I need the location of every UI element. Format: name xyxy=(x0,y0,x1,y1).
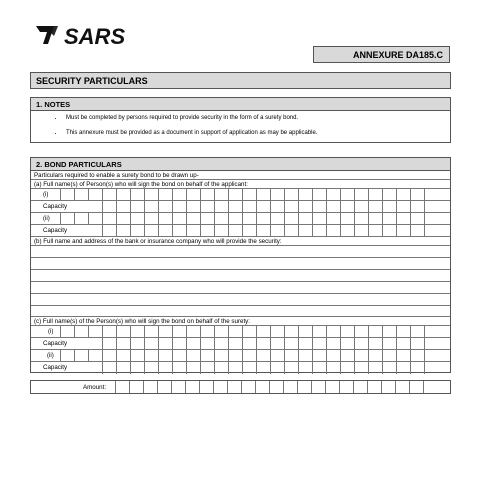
char-cell[interactable] xyxy=(368,189,382,200)
char-cell[interactable] xyxy=(115,381,129,393)
char-cell[interactable] xyxy=(396,350,410,361)
applicant-name-i-row[interactable]: (i) xyxy=(31,189,450,201)
char-cell[interactable] xyxy=(354,362,368,374)
char-cell[interactable] xyxy=(270,326,284,337)
char-cell[interactable] xyxy=(172,213,186,224)
char-cell[interactable] xyxy=(116,338,130,349)
char-cell[interactable] xyxy=(228,189,242,200)
char-cell[interactable] xyxy=(298,213,312,224)
char-cell[interactable] xyxy=(354,213,368,224)
char-cell[interactable] xyxy=(102,225,116,236)
page-title: SECURITY PARTICULARS xyxy=(30,72,451,89)
char-cell[interactable] xyxy=(256,201,270,212)
char-cell[interactable] xyxy=(283,381,297,393)
char-cell[interactable] xyxy=(270,350,284,361)
char-cell[interactable] xyxy=(74,189,88,200)
char-cell[interactable] xyxy=(144,362,158,374)
char-cell[interactable] xyxy=(242,189,256,200)
char-cell[interactable] xyxy=(410,189,424,200)
char-cell[interactable] xyxy=(242,362,256,374)
char-cell[interactable] xyxy=(298,338,312,349)
char-cell[interactable] xyxy=(144,213,158,224)
char-cell[interactable] xyxy=(395,381,409,393)
char-cell[interactable] xyxy=(326,326,340,337)
char-cell[interactable] xyxy=(102,350,116,361)
char-cell[interactable] xyxy=(270,189,284,200)
char-cell[interactable] xyxy=(354,225,368,236)
char-cell[interactable] xyxy=(340,213,354,224)
char-cell[interactable] xyxy=(214,189,228,200)
char-cell[interactable] xyxy=(424,362,438,374)
char-cell[interactable] xyxy=(368,201,382,212)
char-cell[interactable] xyxy=(382,201,396,212)
char-cell[interactable] xyxy=(214,225,228,236)
char-cell[interactable] xyxy=(312,338,326,349)
char-cell[interactable] xyxy=(74,326,88,337)
char-cell[interactable] xyxy=(298,350,312,361)
char-cell[interactable] xyxy=(172,326,186,337)
char-cell[interactable] xyxy=(60,350,74,361)
char-cell[interactable] xyxy=(172,350,186,361)
char-cell[interactable] xyxy=(116,225,130,236)
char-cell[interactable] xyxy=(214,326,228,337)
char-cell[interactable] xyxy=(326,338,340,349)
char-cell[interactable] xyxy=(367,381,381,393)
char-cell[interactable] xyxy=(172,225,186,236)
char-cell[interactable] xyxy=(242,338,256,349)
char-cell[interactable] xyxy=(298,326,312,337)
char-cell[interactable] xyxy=(228,201,242,212)
notes-section xyxy=(30,97,451,143)
bond-section xyxy=(30,157,451,373)
char-cell[interactable] xyxy=(186,213,200,224)
char-cell[interactable] xyxy=(186,201,200,212)
char-cell[interactable] xyxy=(270,213,284,224)
char-cell[interactable] xyxy=(354,201,368,212)
char-cell[interactable] xyxy=(130,362,144,374)
char-cell[interactable] xyxy=(298,189,312,200)
char-cell[interactable] xyxy=(60,213,74,224)
char-cell[interactable] xyxy=(326,213,340,224)
char-cell[interactable] xyxy=(284,201,298,212)
char-cell[interactable] xyxy=(116,350,130,361)
char-cell[interactable] xyxy=(312,350,326,361)
char-cell[interactable] xyxy=(200,326,214,337)
char-cell[interactable] xyxy=(144,350,158,361)
char-cell[interactable] xyxy=(242,326,256,337)
char-cell[interactable] xyxy=(410,350,424,361)
applicant-capacity-ii-row[interactable]: Capacity xyxy=(31,225,450,237)
char-cell[interactable] xyxy=(144,326,158,337)
char-cell[interactable] xyxy=(186,338,200,349)
char-cell[interactable] xyxy=(269,381,283,393)
char-cell[interactable] xyxy=(158,201,172,212)
char-cell[interactable] xyxy=(186,225,200,236)
char-cell[interactable] xyxy=(74,350,88,361)
char-cell[interactable] xyxy=(381,381,395,393)
char-cell[interactable] xyxy=(102,326,116,337)
bank-line[interactable] xyxy=(31,258,450,270)
char-cell[interactable] xyxy=(396,201,410,212)
char-cell[interactable] xyxy=(326,362,340,374)
bank-line[interactable] xyxy=(31,270,450,282)
char-cell[interactable] xyxy=(326,350,340,361)
char-cell[interactable] xyxy=(396,338,410,349)
char-cell[interactable] xyxy=(409,381,423,393)
char-cell[interactable] xyxy=(130,338,144,349)
char-cell[interactable] xyxy=(102,189,116,200)
char-cell[interactable] xyxy=(185,381,199,393)
char-cell[interactable] xyxy=(270,338,284,349)
char-cell[interactable] xyxy=(410,201,424,212)
char-cell[interactable] xyxy=(200,201,214,212)
bond-intro: Particulars required to enable a surety bond to be drawn up- xyxy=(34,172,199,179)
char-cell[interactable] xyxy=(158,326,172,337)
char-cell[interactable] xyxy=(382,326,396,337)
char-cell[interactable] xyxy=(200,189,214,200)
char-cell[interactable] xyxy=(143,381,157,393)
char-cell[interactable] xyxy=(424,326,438,337)
char-cell[interactable] xyxy=(116,362,130,374)
char-cell[interactable] xyxy=(200,362,214,374)
char-cell[interactable] xyxy=(312,362,326,374)
char-cell[interactable] xyxy=(284,225,298,236)
note-item: • This annexure must be provided as a document in support of application as may be applicable. xyxy=(64,130,450,136)
char-cell[interactable] xyxy=(214,213,228,224)
surety-capacity-ii-row[interactable]: Capacity xyxy=(31,362,450,374)
char-cell[interactable] xyxy=(171,381,185,393)
char-cell[interactable] xyxy=(256,225,270,236)
char-cell[interactable] xyxy=(102,201,116,212)
char-cell[interactable] xyxy=(284,213,298,224)
char-cell[interactable] xyxy=(116,326,130,337)
char-cell[interactable] xyxy=(396,189,410,200)
char-cell[interactable] xyxy=(130,350,144,361)
surety-name-i-row[interactable]: (i) xyxy=(31,326,450,338)
char-cell[interactable] xyxy=(228,350,242,361)
char-cell[interactable] xyxy=(186,189,200,200)
char-cell[interactable] xyxy=(354,326,368,337)
surety-capacity-i-row[interactable]: Capacity xyxy=(31,338,450,350)
char-cell[interactable] xyxy=(340,201,354,212)
char-cell[interactable] xyxy=(312,326,326,337)
char-cell[interactable] xyxy=(199,381,213,393)
char-cell[interactable] xyxy=(228,225,242,236)
char-cell[interactable] xyxy=(423,381,437,393)
char-cell[interactable] xyxy=(382,350,396,361)
char-cell[interactable] xyxy=(340,326,354,337)
char-cell[interactable] xyxy=(256,213,270,224)
char-cell[interactable] xyxy=(326,201,340,212)
char-cell[interactable] xyxy=(186,326,200,337)
section-a-label: (a) Full name(s) of Person(s) who will sign the bond on behalf of the applicant: xyxy=(34,181,248,188)
char-cell[interactable] xyxy=(158,350,172,361)
char-cell[interactable] xyxy=(340,189,354,200)
char-cell[interactable] xyxy=(242,350,256,361)
char-cell[interactable] xyxy=(213,381,227,393)
char-cell[interactable] xyxy=(410,338,424,349)
char-cell[interactable] xyxy=(326,225,340,236)
char-cell[interactable] xyxy=(326,189,340,200)
bank-line[interactable] xyxy=(31,294,450,306)
char-cell[interactable] xyxy=(382,189,396,200)
char-cell[interactable] xyxy=(88,350,102,361)
char-cell[interactable] xyxy=(410,213,424,224)
surety-name-ii-row[interactable]: (ii) xyxy=(31,350,450,362)
char-cell[interactable] xyxy=(116,201,130,212)
char-cell[interactable] xyxy=(312,189,326,200)
char-cell[interactable] xyxy=(200,225,214,236)
section-b-label: (b) Full name and address of the bank or insurance company who will provide the security: xyxy=(34,238,282,245)
char-cell[interactable] xyxy=(354,338,368,349)
char-cell[interactable] xyxy=(298,362,312,374)
char-cell[interactable] xyxy=(270,201,284,212)
char-cell[interactable] xyxy=(158,362,172,374)
char-cell[interactable] xyxy=(256,189,270,200)
char-cell[interactable] xyxy=(172,189,186,200)
char-cell[interactable] xyxy=(102,362,116,374)
char-cell[interactable] xyxy=(129,381,143,393)
char-cell[interactable] xyxy=(74,213,88,224)
char-cell[interactable] xyxy=(284,189,298,200)
char-cell[interactable] xyxy=(368,213,382,224)
char-cell[interactable] xyxy=(382,213,396,224)
char-cell[interactable] xyxy=(158,213,172,224)
char-cell[interactable] xyxy=(255,381,269,393)
char-cell[interactable] xyxy=(340,225,354,236)
char-cell[interactable] xyxy=(410,362,424,374)
amount-label: Amount: xyxy=(83,384,107,391)
char-cell[interactable] xyxy=(102,213,116,224)
char-cell[interactable] xyxy=(144,189,158,200)
char-cell[interactable] xyxy=(368,338,382,349)
char-cell[interactable] xyxy=(241,381,255,393)
char-cell[interactable] xyxy=(186,350,200,361)
char-cell[interactable] xyxy=(284,338,298,349)
char-cell[interactable] xyxy=(353,381,367,393)
char-cell[interactable] xyxy=(116,189,130,200)
section-c-label: (c) Full name(s) of the Person(s) who will sign the bond on behalf of the surety: xyxy=(34,318,250,325)
char-cell[interactable] xyxy=(256,350,270,361)
char-cell[interactable] xyxy=(368,326,382,337)
char-cell[interactable] xyxy=(298,225,312,236)
applicant-capacity-i-row[interactable]: Capacity xyxy=(31,201,450,213)
char-cell[interactable] xyxy=(368,225,382,236)
char-cell[interactable] xyxy=(368,350,382,361)
char-cell[interactable] xyxy=(60,326,74,337)
char-cell[interactable] xyxy=(227,381,241,393)
bank-line[interactable] xyxy=(31,282,450,294)
char-cell[interactable] xyxy=(325,381,339,393)
char-cell[interactable] xyxy=(396,362,410,374)
amount-row[interactable] xyxy=(30,380,451,394)
char-cell[interactable] xyxy=(102,338,116,349)
char-cell[interactable] xyxy=(214,201,228,212)
char-cell[interactable] xyxy=(200,338,214,349)
char-cell[interactable] xyxy=(130,326,144,337)
char-cell[interactable] xyxy=(256,326,270,337)
char-cell[interactable] xyxy=(424,201,438,212)
char-cell[interactable] xyxy=(284,362,298,374)
char-cell[interactable] xyxy=(242,225,256,236)
char-cell[interactable] xyxy=(382,225,396,236)
char-cell[interactable] xyxy=(340,362,354,374)
char-cell[interactable] xyxy=(186,362,200,374)
bank-line[interactable] xyxy=(31,306,450,317)
char-cell[interactable] xyxy=(60,189,74,200)
char-cell[interactable] xyxy=(410,225,424,236)
char-cell[interactable] xyxy=(382,362,396,374)
char-cell[interactable] xyxy=(242,213,256,224)
char-cell[interactable] xyxy=(312,225,326,236)
char-cell[interactable] xyxy=(311,381,325,393)
char-cell[interactable] xyxy=(396,213,410,224)
char-cell[interactable] xyxy=(214,362,228,374)
char-cell[interactable] xyxy=(172,338,186,349)
char-cell[interactable] xyxy=(340,338,354,349)
char-cell[interactable] xyxy=(396,225,410,236)
char-cell[interactable] xyxy=(312,201,326,212)
char-cell[interactable] xyxy=(382,338,396,349)
char-cell[interactable] xyxy=(424,225,438,236)
char-cell[interactable] xyxy=(130,201,144,212)
bond-heading: 2. BOND PARTICULARS xyxy=(31,158,450,171)
char-cell[interactable] xyxy=(424,338,438,349)
char-cell[interactable] xyxy=(144,225,158,236)
char-cell[interactable] xyxy=(256,338,270,349)
char-cell[interactable] xyxy=(228,362,242,374)
char-cell[interactable] xyxy=(284,326,298,337)
char-cell[interactable] xyxy=(424,213,438,224)
char-cell[interactable] xyxy=(200,350,214,361)
char-cell[interactable] xyxy=(298,201,312,212)
char-cell[interactable] xyxy=(172,362,186,374)
note-item: • Must be completed by persons required to provide security in the form of a surety bond. xyxy=(64,115,450,121)
char-cell[interactable] xyxy=(130,213,144,224)
char-cell[interactable] xyxy=(144,201,158,212)
char-cell[interactable] xyxy=(130,225,144,236)
char-cell[interactable] xyxy=(270,362,284,374)
char-cell[interactable] xyxy=(228,326,242,337)
char-cell[interactable] xyxy=(88,213,102,224)
char-cell[interactable] xyxy=(200,213,214,224)
char-cell[interactable] xyxy=(157,381,171,393)
char-cell[interactable] xyxy=(144,338,158,349)
char-cell[interactable] xyxy=(424,350,438,361)
char-cell[interactable] xyxy=(396,326,410,337)
char-cell[interactable] xyxy=(88,326,102,337)
char-cell[interactable] xyxy=(88,189,102,200)
char-cell[interactable] xyxy=(158,225,172,236)
char-cell[interactable] xyxy=(158,189,172,200)
char-cell[interactable] xyxy=(354,189,368,200)
char-cell[interactable] xyxy=(214,350,228,361)
char-cell[interactable] xyxy=(284,350,298,361)
char-cell[interactable] xyxy=(424,189,438,200)
char-cell[interactable] xyxy=(130,189,144,200)
annexure-label: ANNEXURE DA185.C xyxy=(313,46,450,63)
char-cell[interactable] xyxy=(270,225,284,236)
bank-line[interactable] xyxy=(31,246,450,258)
char-cell[interactable] xyxy=(228,213,242,224)
char-cell[interactable] xyxy=(410,326,424,337)
char-cell[interactable] xyxy=(354,350,368,361)
char-cell[interactable] xyxy=(242,201,256,212)
char-cell[interactable] xyxy=(172,201,186,212)
char-cell[interactable] xyxy=(158,338,172,349)
applicant-name-ii-row[interactable]: (ii) xyxy=(31,213,450,225)
notes-heading: 1. NOTES xyxy=(31,98,450,111)
char-cell[interactable] xyxy=(368,362,382,374)
char-cell[interactable] xyxy=(339,381,353,393)
logo-text: SARS xyxy=(64,24,126,48)
char-cell[interactable] xyxy=(312,213,326,224)
char-cell[interactable] xyxy=(256,362,270,374)
char-cell[interactable] xyxy=(228,338,242,349)
char-cell[interactable] xyxy=(340,350,354,361)
sars-logo xyxy=(34,22,146,48)
char-cell[interactable] xyxy=(116,213,130,224)
char-cell[interactable] xyxy=(297,381,311,393)
char-cell[interactable] xyxy=(214,338,228,349)
